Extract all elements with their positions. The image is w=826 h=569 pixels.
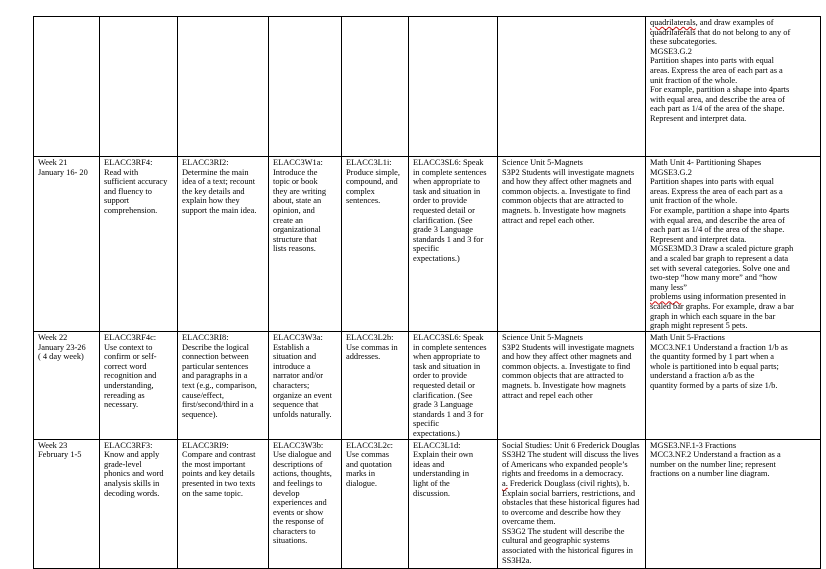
cell-line: organize an event: [273, 390, 332, 400]
cell-line: Partition shapes into parts with equal: [650, 56, 774, 66]
cell-line: Explain their own: [413, 450, 474, 460]
cell-line: in complete sentences: [413, 167, 487, 177]
cell-line: S3P2 Students will investigate magnets: [502, 167, 635, 177]
cell-line: sequence that: [273, 400, 319, 410]
cell-line: cause/effect,: [182, 390, 224, 400]
cell-line: Represent and interpret data.: [650, 113, 747, 123]
cell-line: Science Unit 5-Magnets: [502, 158, 583, 167]
cell-line: Social Studies: Unit 6 Frederick Douglas: [502, 440, 640, 450]
cell-line: ELACC3RI8:: [182, 333, 229, 342]
cell-line: to overcome and describe how they: [502, 507, 621, 517]
cell-line: of Americans who expanded people’s: [502, 459, 628, 469]
cell-line: when appropriate to: [413, 177, 480, 187]
cell-line: MGSE3MD.3 Draw a scaled picture graph: [650, 244, 794, 254]
cell-line: ELACC3SL6: Speak: [413, 333, 484, 342]
writing-cell: [269, 157, 342, 332]
cell-line: ideas and: [413, 459, 445, 469]
cell-line: create an: [273, 215, 303, 225]
cell-line: standards 1 and 3 for: [413, 409, 484, 419]
cell-line: lists reasons.: [273, 244, 316, 254]
cell-line: ELACC3L1d:: [413, 440, 461, 450]
cell-line: compound, and: [346, 177, 398, 187]
language-cell: [342, 17, 409, 157]
cell-line: ELACC3RF4:: [104, 158, 153, 167]
week-cell: [34, 17, 100, 157]
cell-line: the quantity formed by 1 part when a: [650, 352, 774, 362]
cell-line: in complete sentences: [413, 342, 487, 352]
cell-line: each part as 1/4 of the area of the shape.: [650, 104, 785, 114]
cell-line: with equal area, and describe the area of: [650, 94, 785, 104]
cell-line: ELACC3L2c:: [346, 440, 393, 450]
cell-line: Week 22: [38, 333, 68, 342]
cell-line: Week 23: [38, 440, 68, 450]
cell-line: MGSE3.G.2: [650, 46, 692, 56]
cell-line: rereading as: [104, 390, 145, 400]
table-row: [34, 439, 821, 568]
cell-line: requested detail or: [413, 205, 475, 215]
cell-line: comprehension.: [104, 205, 158, 215]
cell-line: quadrilaterals that do not belong to any of: [650, 27, 791, 37]
cell-line: associated with the historical figures in: [502, 546, 633, 556]
cell-line: support: [104, 196, 130, 206]
cell-line: situation and: [273, 352, 317, 362]
cell-line: order to provide: [413, 196, 467, 206]
cell-line: the response of: [273, 517, 324, 527]
cell-line: organizational: [273, 225, 321, 235]
cell-line: on the same topic.: [182, 488, 243, 498]
cell-line: SS3G2 The student will describe the: [502, 526, 625, 536]
cell-line: ELACC3RF4c:: [104, 333, 157, 342]
cell-line: the key details and: [182, 186, 245, 196]
week-cell: [34, 332, 100, 440]
cell-line: Compare and contrast: [182, 450, 256, 460]
cell-line: characters to: [273, 526, 316, 536]
cell-line: Read with: [104, 167, 139, 177]
cell-line: Represent and interpret data.: [650, 234, 747, 244]
cell-line: and how they affect other magnets and: [502, 352, 632, 362]
reading-foundations-cell: [100, 17, 178, 157]
cell-line: understanding,: [104, 380, 154, 390]
cell-line: and quotation: [346, 459, 392, 469]
cell-line: grade-level: [104, 459, 142, 469]
cell-line: experiences and: [273, 498, 327, 508]
cell-line: obstacles that these historical figures had: [502, 498, 640, 508]
cell-line: Math Unit 4- Partitioning Shapes: [650, 158, 762, 167]
cell-line: magnets. b. Investigate how magnets: [502, 380, 626, 390]
speaking-listening-cell: [409, 17, 498, 157]
cell-line: addresses.: [346, 352, 381, 362]
cell-line: Describe the logical: [182, 342, 249, 352]
cell-line: SS3H2 The student will discuss the lives: [502, 450, 639, 460]
science-social-studies-cell: [498, 439, 646, 568]
cell-line: Math Unit 5-Fractions: [650, 333, 725, 342]
cell-line: attract and repel each other: [502, 390, 593, 400]
cell-line: particular sentences: [182, 361, 249, 371]
writing-cell: [269, 17, 342, 157]
cell-line: analysis skills in: [104, 478, 160, 488]
table-body: [34, 17, 821, 569]
cell-line: sentences.: [346, 196, 381, 206]
cell-line: when appropriate to: [413, 352, 480, 362]
cell-line: graph in which each square in the bar: [650, 311, 776, 321]
cell-line: situations.: [273, 536, 308, 546]
language-cell: [342, 157, 409, 332]
cell-line: dialogue.: [346, 478, 377, 488]
cell-line: and feelings to: [273, 478, 323, 488]
writing-cell: [269, 439, 342, 568]
science-social-studies-cell: [498, 332, 646, 440]
cell-line: light of the: [413, 478, 450, 488]
cell-line: ELACC3W3b:: [273, 440, 324, 450]
cell-line: common objects that are attracted to: [502, 371, 624, 381]
cell-line: clarification. (See: [413, 215, 473, 225]
science-social-studies-cell: [498, 17, 646, 157]
cell-line: topic or book: [273, 177, 318, 187]
cell-line: problems using information presented in: [650, 292, 786, 302]
cell-line: they are writing: [273, 186, 327, 196]
cell-line: expectations.): [413, 428, 460, 438]
cell-line: Partition shapes into parts with equal: [650, 177, 774, 187]
cell-line: Use dialogue and: [273, 450, 332, 460]
cell-line: points and key details: [182, 469, 255, 479]
cell-line: the most important: [182, 459, 246, 469]
cell-line: common objects that are attracted to: [502, 196, 624, 206]
cell-line: number on the number line; represent: [650, 459, 776, 469]
cell-line: many less”: [650, 282, 687, 292]
cell-line: fractions on a number line diagram.: [650, 469, 770, 479]
cell-line: rights and freedoms in a democracy.: [502, 469, 624, 479]
speaking-listening-cell: [409, 332, 498, 440]
language-cell: [342, 439, 409, 568]
cell-line: actions, thoughts,: [273, 469, 332, 479]
cell-line: and how they affect other magnets and: [502, 177, 632, 187]
cell-line: task and situation in: [413, 186, 481, 196]
cell-line: Science Unit 5-Magnets: [502, 333, 583, 342]
cell-line: quantity formed by a parts of size 1/b.: [650, 380, 778, 390]
cell-line: text (e.g., comparison,: [182, 380, 257, 390]
cell-line: descriptions of: [273, 459, 323, 469]
math-cell: [646, 332, 821, 440]
table-row: [34, 157, 821, 332]
cell-line: sufficient accuracy: [104, 177, 168, 187]
writing-cell: [269, 332, 342, 440]
cell-line: set with several categories. Solve one and: [650, 263, 790, 273]
curriculum-table: [33, 16, 821, 569]
cell-line: unit fraction of the whole.: [650, 196, 738, 206]
language-cell: [342, 332, 409, 440]
cell-line: clarification. (See: [413, 390, 473, 400]
cell-line: expectations.): [413, 253, 460, 263]
cell-line: Use context to: [104, 342, 153, 352]
cell-line: recognition and: [104, 371, 157, 381]
cell-line: decoding words.: [104, 488, 160, 498]
cell-line: graph might represent 5 pets.: [650, 321, 748, 331]
cell-line: Use commas: [346, 450, 390, 460]
cell-line: with equal area, and describe the area of: [650, 215, 785, 225]
cell-line: ELACC3W1a:: [273, 158, 323, 167]
cell-line: connection between: [182, 352, 249, 362]
cell-line: ELACC3W3a:: [273, 333, 323, 342]
cell-line: ELACC3RI2:: [182, 158, 229, 167]
cell-line: January 23-26: [38, 342, 86, 352]
cell-line: SS3H2a.: [502, 555, 532, 565]
week-cell: [34, 439, 100, 568]
cell-line: ELACC3RI9:: [182, 440, 229, 450]
cell-line: specific: [413, 419, 440, 429]
cell-line: events or show: [273, 507, 324, 517]
cell-line: and fluency to: [104, 186, 152, 196]
cell-line: structure that: [273, 234, 317, 244]
cell-line: MCC3.NF.2 Understand a fraction as a: [650, 450, 781, 460]
cell-line: S3P2 Students will investigate magnets: [502, 342, 635, 352]
cell-line: MGSE3.G.2: [650, 167, 692, 177]
reading-foundations-cell: [100, 157, 178, 332]
cell-line: confirm or self-: [104, 352, 157, 362]
reading-foundations-cell: [100, 332, 178, 440]
cell-line: marks in: [346, 469, 376, 479]
cell-line: For example, partition a shape into 4parts: [650, 85, 790, 95]
cell-line: January 16- 20: [38, 167, 88, 177]
cell-line: Produce simple,: [346, 167, 400, 177]
cell-line: these subcategories.: [650, 37, 717, 47]
cell-line: scaled bar graphs. For example, draw a bar: [650, 301, 794, 311]
cell-line: areas. Express the area of each part as a: [650, 65, 783, 75]
cell-line: about, state an: [273, 196, 322, 206]
cell-line: Know and apply: [104, 450, 160, 460]
cell-line: Explain social barriers, restrictions, and: [502, 488, 636, 498]
cell-line: Use commas in: [346, 342, 398, 352]
cell-line: introduce a: [273, 361, 311, 371]
cell-line: February 1-5: [38, 450, 82, 460]
cell-line: necessary.: [104, 400, 139, 410]
cell-line: ELACC3SL6: Speak: [413, 158, 484, 167]
reading-informational-cell: [178, 157, 269, 332]
cell-line: standards 1 and 3 for: [413, 234, 484, 244]
cell-line: support the main idea.: [182, 205, 257, 215]
cell-line: first/second/third in a: [182, 400, 254, 410]
cell-line: ELACC3RF3:: [104, 440, 153, 450]
cell-line: areas. Express the area of each part as a: [650, 186, 783, 196]
cell-line: sequence).: [182, 409, 218, 419]
cell-line: Determine the main: [182, 167, 249, 177]
cell-line: and a scaled bar graph to represent a data: [650, 253, 789, 263]
cell-line: Week 21: [38, 158, 68, 167]
cell-line: a. Frederick Douglass (civil rights), b.: [502, 478, 630, 488]
cell-line: narrator and/or: [273, 371, 323, 381]
cell-line: characters;: [273, 380, 310, 390]
cell-line: overcame them.: [502, 517, 556, 527]
cell-line: and paragraphs in a: [182, 371, 248, 381]
reading-informational-cell: [178, 332, 269, 440]
cell-line: order to provide: [413, 371, 467, 381]
math-cell: [646, 17, 821, 157]
week-cell: [34, 157, 100, 332]
cell-line: understand a fraction a/b as the: [650, 371, 755, 381]
cell-line: two-step “how many more” and “how: [650, 273, 778, 283]
cell-line: common objects. a. Investigate to find: [502, 186, 631, 196]
science-social-studies-cell: [498, 157, 646, 332]
cell-line: unfolds naturally.: [273, 409, 332, 419]
cell-line: develop: [273, 488, 300, 498]
cell-line: magnets. b. Investigate how magnets: [502, 205, 626, 215]
cell-line: presented in two texts: [182, 478, 256, 488]
cell-line: correct word: [104, 361, 147, 371]
cell-line: each part as 1/4 of the area of the shape.: [650, 225, 785, 235]
cell-line: idea of a text; recount: [182, 177, 256, 187]
cell-line: specific: [413, 244, 440, 254]
math-cell: [646, 439, 821, 568]
cell-line: ( 4 day week): [38, 352, 84, 362]
cell-line: requested detail or: [413, 380, 475, 390]
table-row: [34, 332, 821, 440]
cell-line: grade 3 Language: [413, 400, 473, 410]
speaking-listening-cell: [409, 157, 498, 332]
math-cell: [646, 157, 821, 332]
cell-line: quadrilaterals, and draw examples of: [650, 18, 774, 27]
cell-line: task and situation in: [413, 361, 481, 371]
reading-foundations-cell: [100, 439, 178, 568]
cell-line: For example, partition a shape into 4parts: [650, 205, 790, 215]
cell-line: explain how they: [182, 196, 240, 206]
cell-line: cultural and geographic systems: [502, 536, 610, 546]
reading-informational-cell: [178, 17, 269, 157]
cell-line: discussion.: [413, 488, 450, 498]
cell-line: MGSE3.NF.1-3 Fractions: [650, 440, 737, 450]
cell-line: ELACC3L1i:: [346, 158, 392, 167]
cell-line: Introduce the: [273, 167, 318, 177]
cell-line: MCC3.NF.1 Understand a fraction 1/b as: [650, 342, 788, 352]
cell-line: Establish a: [273, 342, 310, 352]
speaking-listening-cell: [409, 439, 498, 568]
cell-line: ELACC3L2b:: [346, 333, 394, 342]
cell-line: attract and repel each other.: [502, 215, 595, 225]
cell-line: common objects. a. Investigate to find: [502, 361, 631, 371]
cell-line: grade 3 Language: [413, 225, 473, 235]
cell-line: opinion, and: [273, 205, 315, 215]
cell-line: unit fraction of the whole.: [650, 75, 738, 85]
cell-line: phonics and word: [104, 469, 164, 479]
cell-line: whole is partitioned into b equal parts;: [650, 361, 779, 371]
table-row: [34, 17, 821, 157]
cell-line: complex: [346, 186, 375, 196]
reading-informational-cell: [178, 439, 269, 568]
cell-line: understanding in: [413, 469, 470, 479]
